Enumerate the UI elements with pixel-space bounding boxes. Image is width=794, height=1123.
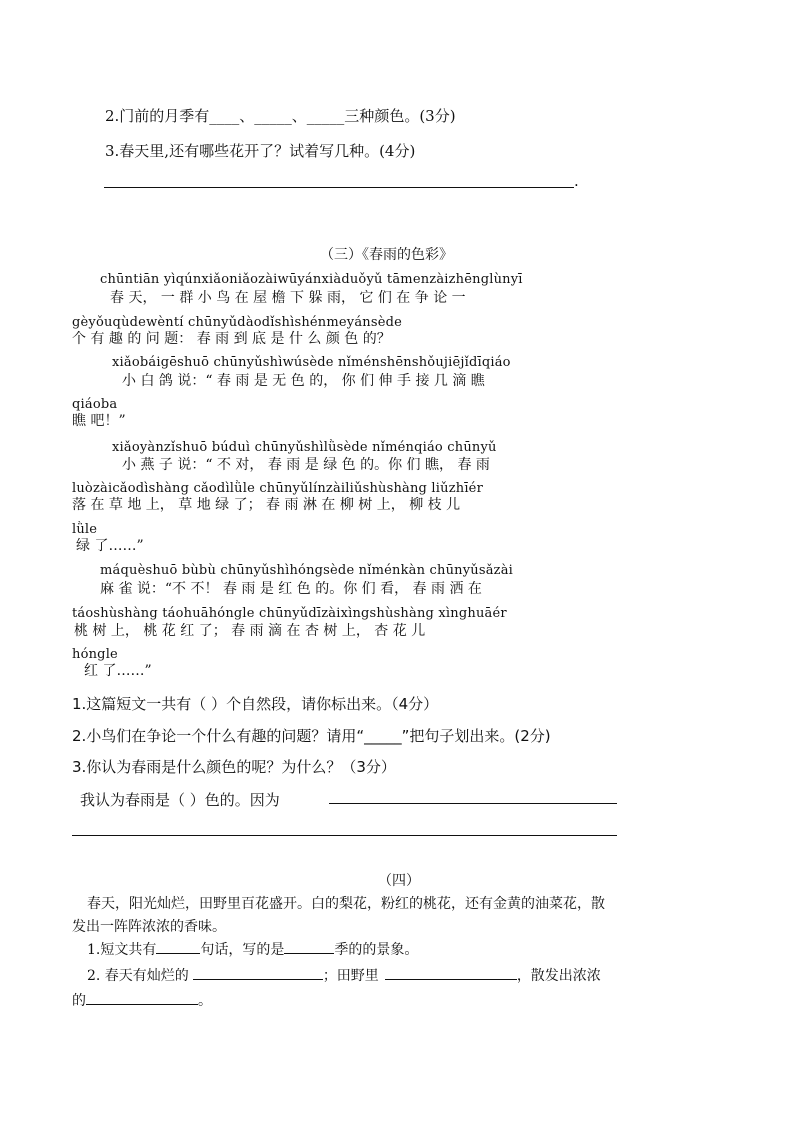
- answer-blank[interactable]: [193, 965, 323, 980]
- section-3-title: （三）《春雨的色彩》: [320, 247, 453, 263]
- pinyin-line: luòzàicǎodìshàng cǎodìlǜle chūnyǔlínzàiliǔshùshàng liǔzhīér: [72, 481, 483, 496]
- answer-blank[interactable]: [284, 939, 334, 954]
- pinyin-line: xiǎobáigēshuō chūnyǔshìwúsède nǐménshēnshǒujiējǐdīqiáo: [112, 355, 511, 370]
- passage-line: 小 燕 子 说：“ 不 对， 春 雨 是 绿 色 的。你 们 瞧， 春 雨: [122, 457, 490, 473]
- pinyin-line: xiǎoyànzǐshuō búduì chūnyǔshìlǜsède nǐménqiáo chūnyǔ: [112, 440, 497, 455]
- answer-prefix: 我认为春雨是（ ）色的。因为: [80, 791, 280, 809]
- answer-line[interactable]: [72, 835, 617, 836]
- question-2-debate: 2.小鸟们在争论一个什么有趣的问题？请用“_____”把句子划出来。(2分): [72, 727, 551, 745]
- passage-line: 小 白 鸽 说：“ 春 雨 是 无 色 的， 你 们 伸 手 接 几 滴 瞧: [122, 373, 485, 389]
- pinyin-line: máquèshuō bùbù chūnyǔshìhóngsède nǐménkàn chūnyǔsǎzài: [100, 563, 514, 578]
- passage-line: 桃 树 上， 桃 花 红 了； 春 雨 滴 在 杏 树 上， 杏 花 儿: [74, 623, 426, 639]
- passage-line: 瞧 吧！”: [72, 413, 126, 429]
- pinyin-line: lǜle: [72, 522, 98, 537]
- passage-line: 麻 雀 说：“不 不！ 春 雨 是 红 色 的。你 们 看， 春 雨 洒 在: [100, 581, 482, 597]
- answer-period: .: [574, 172, 579, 190]
- question-2-months: 2.门前的月季有____、_____、_____三种颜色。(3分): [105, 107, 456, 125]
- passage-line: 春 天， 一 群 小 鸟 在 屋 檐 下 躲 雨， 它 们 在 争 论 一: [110, 290, 466, 306]
- question-1-paragraphs: 1.这篇短文一共有（ ）个自然段，请你标出来。（4分）: [72, 695, 439, 713]
- pinyin-line: hóngle: [72, 647, 118, 662]
- answer-blank[interactable]: [86, 990, 198, 1005]
- passage-line: 绿 了……”: [76, 538, 144, 554]
- section-4-title: （四）: [378, 873, 420, 889]
- pinyin-line: qiáoba: [72, 397, 118, 412]
- answer-blank[interactable]: [156, 939, 200, 954]
- passage-line: 春天，阳光灿烂，田野里百花盛开。白的梨花，粉红的桃花，还有金黄的油菜花，散: [87, 896, 605, 912]
- question-1-sentences: 1.短文共有 句话，写的是 季的的景象。: [87, 939, 418, 959]
- answer-blank[interactable]: [385, 965, 517, 980]
- passage-line: 红 了……”: [84, 663, 152, 679]
- passage-line: 落 在 草 地 上， 草 地 绿 了； 春 雨 淋 在 柳 树 上， 柳 枝 儿: [72, 497, 461, 513]
- question-2-fill: 2. 春天有灿烂的 ；田野里 ，散发出浓浓: [87, 965, 601, 985]
- pinyin-line: chūntiān yìqúnxiǎoniǎozàiwūyánxiàduǒyǔ tāmenzàizhēnglùnyī: [100, 272, 523, 287]
- question-3-flowers: 3.春天里,还有哪些花开了？试着写几种。(4分): [105, 142, 416, 160]
- question-2-fill-cont: 的 。: [72, 990, 212, 1010]
- pinyin-line: táoshùshàng táohuāhóngle chūnyǔdīzàixìngshùshàng xìnghuāér: [72, 606, 507, 621]
- pinyin-line: gèyǒuqùdewèntí chūnyǔdàodǐshìshénmeyánsède: [72, 315, 403, 330]
- passage-line: 个 有 趣 的 问 题： 春 雨 到 底 是 什 么 颜 色 的？: [72, 331, 391, 347]
- answer-line[interactable]: [104, 187, 574, 188]
- passage-line: 发出一阵阵浓浓的香味。: [72, 919, 226, 935]
- answer-line[interactable]: [329, 803, 617, 804]
- question-3-color: 3.你认为春雨是什么颜色的呢？为什么？（3分）: [72, 758, 396, 776]
